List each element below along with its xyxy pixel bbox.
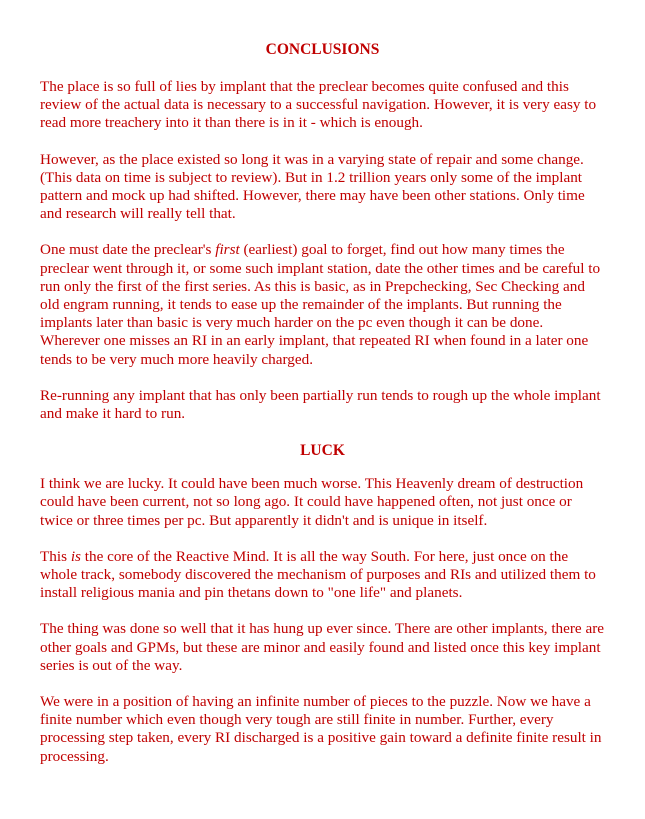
luck-paragraph-2: [40, 548, 605, 603]
conclusions-heading: CONCLUSIONS: [265, 41, 380, 58]
luck-heading: LUCK: [300, 442, 345, 460]
luck-paragraph-3: The thing was done so well that it has hung up ever since. There are other implants, there are other goals and GPMs, but these are minor and easily found and listed once this key implant series is out of the way.: [40, 620, 605, 674]
conclusions-paragraph-3-end: (earliest) goal to forget, find out how many times the preclear went through it, or some such implant station, date the other times and be careful to run only the first of the first series. As this is basic, as in Prepchecking, Sec Checking and old engram running, it tends to ease up the remainder of the implants. But running the implants later than basic is very much harder on the pc even though it can be done. Wherever one misses an RI in an early implant, that repeated RI when found in a later one tends to be very much more heavily charged.: [40, 241, 601, 368]
emphasis-is: is: [70, 547, 81, 565]
luck-paragraph-2-end: the core of the Reactive Mind. It is all the way South. For here, just once on the whole track, somebody discovered the mechanism of purposes and RIs and utilized them to install religious mania and pin thetans down to "one life" and planets.: [40, 547, 596, 602]
conclusions-paragraph-3-start: One must date the preclear's: [40, 241, 216, 259]
conclusions-paragraph-3: [40, 241, 605, 368]
document-page: [40, 40, 605, 784]
luck-paragraph-1: I think we are lucky. It could have been much worse. This Heavenly dream of destruction could have been current, not so long ago. It could have happened often, not just once or twice or three times per pc. But apparently it didn't and is unique in itself.: [40, 475, 584, 529]
luck-paragraph-2-start: This: [40, 547, 71, 565]
conclusions-paragraph-4: Re-running any implant that has only been partially run tends to rough up the whole implant and make it hard to run.: [40, 386, 601, 423]
luck-paragraph-4: We were in a position of having an infinite number of pieces to the puzzle. Now we have a finite number which even though very tough are still finite in number. Further, every processing step taken, every RI discharged is a positive gain toward a definite finite result in processing.: [40, 693, 602, 765]
conclusions-paragraph-1: The place is so full of lies by implant that the preclear becomes quite confused and this review of the actual data is necessary to a successful navigation. However, it is very easy to read more treachery into it than there is in it - which is enough.: [40, 78, 597, 132]
conclusions-paragraph-2: However, as the place existed so long it was in a varying state of repair and some change. (This data on time is subject to review). But in 1.2 trillion years only some of the implant pattern and mock up had shifted. However, there may have been other stations. Only time and research will really tell that.: [40, 150, 585, 223]
emphasis-first: first: [215, 241, 240, 259]
